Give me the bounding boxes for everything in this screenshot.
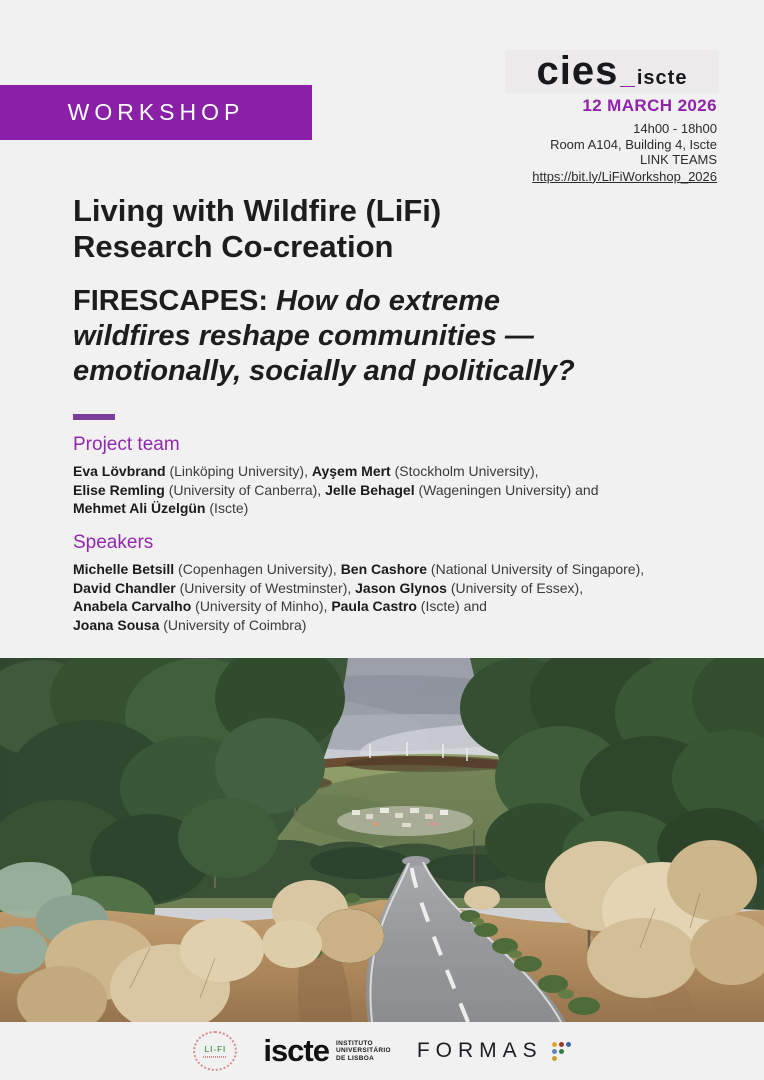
title-line-2: Research Co-creation (73, 229, 394, 264)
cies-wordmark: cies (536, 49, 619, 93)
footer-logos (0, 1022, 764, 1080)
page-title (73, 193, 441, 265)
event-link[interactable]: https://bit.ly/LiFiWorkshop_2026 (532, 168, 717, 184)
lifi-logo-label: LI-FI (204, 1044, 227, 1054)
landscape-photo (0, 658, 764, 1022)
iscte-institute-line: UNIVERSITÁRIO (336, 1047, 391, 1055)
subtitle (73, 284, 575, 389)
speakers-section (73, 532, 693, 634)
cies-iscte-logo (505, 50, 719, 93)
iscte-wordmark: iscte (263, 1033, 329, 1068)
subtitle-line-1: FIRESCAPES: How do extreme (73, 285, 501, 317)
subtitle-line-3: emotionally, socially and politically? (73, 355, 575, 387)
event-location: Room A104, Building 4, Iscte (550, 136, 717, 152)
lifi-logo-tagline-mark (203, 1056, 227, 1058)
speakers-line: Anabela Carvalho (University of Minho), Paula Castro (Iscte) and (73, 598, 487, 614)
speakers-line: Michelle Betsill (Copenhagen University), Ben Cashore (National University of Singapore), (73, 561, 645, 577)
iscte-institute-text (336, 1040, 391, 1063)
purple-divider (73, 414, 115, 420)
workshop-banner (0, 85, 312, 140)
lifi-logo (193, 1031, 237, 1071)
cies-iscte-text: iscte (636, 67, 688, 89)
speakers-heading: Speakers (73, 532, 154, 553)
event-platform: LINK TEAMS (639, 152, 717, 167)
project-team-section (73, 434, 693, 518)
project-team-line: Elise Remling (University of Canberra), Jelle Behagel (Wageningen University) and (73, 481, 599, 498)
project-team-line: Mehmet Ali Üzelgün (Iscte) (73, 500, 249, 516)
project-team-line: Eva Lövbrand (Linköping University), Ayşem Mert (Stockholm University), (73, 463, 539, 479)
event-details (532, 96, 717, 186)
iscte-institute-line: DE LISBOA (336, 1054, 375, 1062)
formas-dots-icon (552, 1042, 571, 1061)
landscape-photo-art (0, 658, 764, 1022)
event-time: 14h00 - 18h00 (633, 121, 717, 136)
speakers-line: Joana Sousa (University of Coimbra) (73, 616, 307, 633)
project-team-heading: Project team (73, 434, 180, 455)
iscte-logo (263, 1033, 391, 1068)
speakers-line: David Chandler (University of Westminster), Jason Glynos (University of Essex), (73, 579, 584, 596)
iscte-institute-line: INSTITUTO (336, 1039, 373, 1047)
workshop-banner-label: WORKSHOP (67, 99, 245, 125)
event-date: 12 MARCH 2026 (582, 96, 717, 115)
cies-underscore: _ (620, 60, 635, 90)
subtitle-line-2: wildfires reshape communities — (73, 320, 534, 352)
formas-wordmark: FORMAS (416, 1039, 543, 1062)
title-line-1: Living with Wildfire (LiFi) (73, 193, 442, 228)
formas-logo (417, 1039, 571, 1063)
